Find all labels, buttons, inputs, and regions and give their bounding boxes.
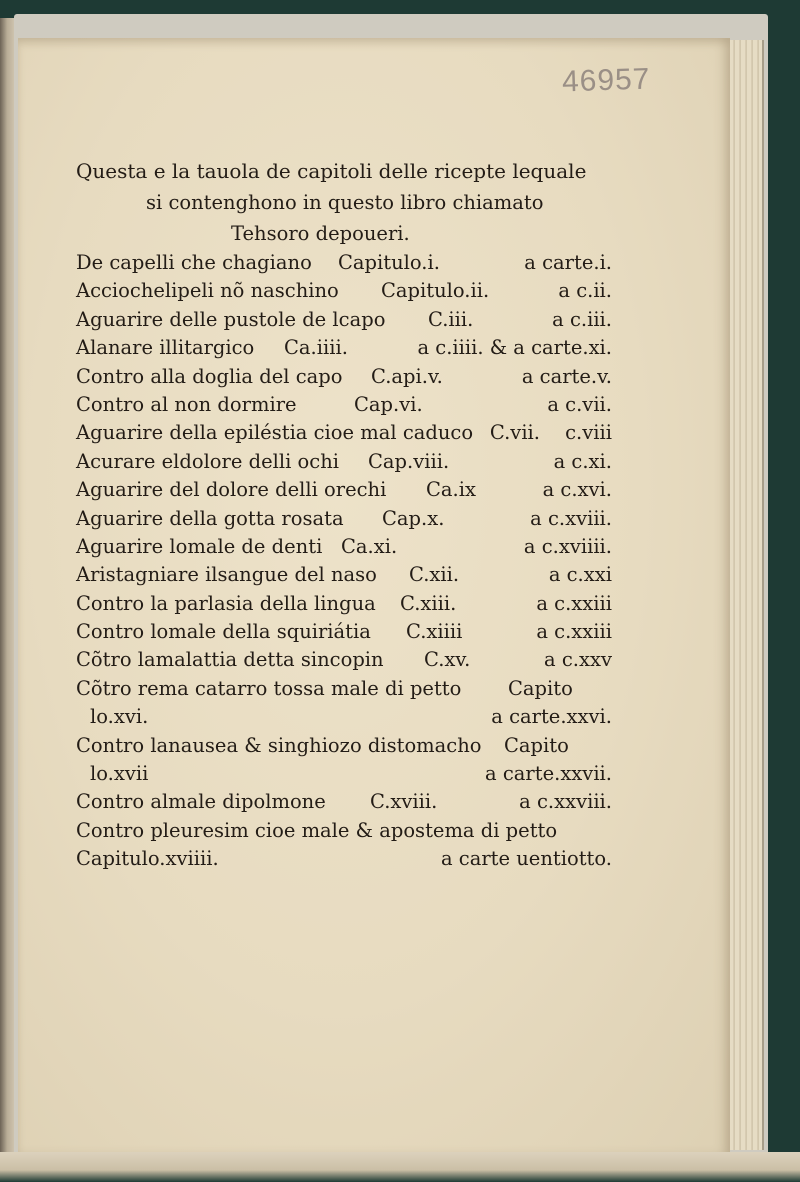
entry-page: a c.iii. <box>552 307 612 331</box>
entry-chapter: Capito <box>504 733 569 757</box>
entry-chapter: Capitulo.i. <box>338 251 440 274</box>
entry-text: Contro pleuresim cioe male & apostema di petto <box>76 818 558 842</box>
entry-page: a c.xxiii <box>536 591 612 615</box>
entry-chapter: Capito <box>508 676 573 700</box>
entry-text: Acurare eldolore delli ochi <box>76 449 339 473</box>
entry-page: a c.xxviii. <box>519 790 612 814</box>
toc-entry <box>76 277 612 305</box>
entry-text: Alanare illitargico <box>76 336 255 360</box>
entry-text: Aguarire lomale de denti <box>76 534 323 558</box>
toc-entry <box>76 561 612 589</box>
entry-text: Contro alla doglia del capo <box>76 364 343 388</box>
heading-line-2: si contenghono in questo libro chiamato <box>146 191 544 214</box>
entry-chapter: Ca.iiii. <box>284 336 348 360</box>
entry-chapter: C.xv. <box>424 648 471 672</box>
entry-page: a c.vii. <box>547 392 612 416</box>
shelfmark: 46957 <box>561 62 651 99</box>
toc-entry <box>76 448 612 476</box>
toc-entry <box>76 533 612 561</box>
entry-text: Contro lomale della squiriátia <box>76 620 371 644</box>
toc-entry <box>76 419 612 447</box>
entry-list <box>76 249 612 874</box>
entry-text: Capitulo.xviiii. <box>76 847 219 871</box>
toc-entry <box>76 505 612 533</box>
entry-chapter: C.xiiii <box>406 620 463 644</box>
entry-chapter: Ca.xi. <box>341 534 398 558</box>
entry-chapter: C.xiii. <box>400 591 457 615</box>
entry-page: a c.xi. <box>553 449 612 473</box>
entry-page: a carte.v. <box>521 364 612 388</box>
entry-page: a c.ii. <box>558 279 612 303</box>
toc-entry <box>76 391 612 419</box>
entry-chapter: Capitulo.ii. <box>381 279 490 303</box>
table-of-contents <box>76 156 612 874</box>
heading-line-1: Questa e la tauola de capitoli delle ricepte lequale <box>76 159 587 183</box>
toc-entry <box>76 590 612 618</box>
entry-chapter: C.xii. <box>409 563 460 587</box>
page-bottom-edge <box>0 1152 800 1182</box>
entry-page: a c.xxv <box>544 648 612 672</box>
entry-text: Aristagniare ilsangue del naso <box>76 563 377 587</box>
entry-text: De capelli che chagiano <box>76 251 312 274</box>
toc-entry <box>76 363 612 391</box>
toc-entry <box>76 249 612 277</box>
entry-text: Aguarire del dolore delli orechi <box>76 478 387 502</box>
entry-text: Cõtro rema catarro tossa male di petto <box>76 676 462 700</box>
entry-text: Acciochelipeli nõ naschino <box>76 279 339 303</box>
toc-entry <box>76 760 612 788</box>
entry-text: lo.xvii <box>90 762 149 786</box>
toc-entry <box>76 788 612 816</box>
toc-entry <box>76 646 612 674</box>
toc-entry <box>76 476 612 504</box>
entry-page: c.viii <box>565 421 612 445</box>
entry-text: Contro lanausea & singhiozo distomacho <box>76 733 482 757</box>
heading-line-3: Tehsoro depoueri. <box>231 222 410 245</box>
toc-entry <box>76 618 612 646</box>
entry-text: Aguarire della epiléstia cioe mal caduco <box>76 421 474 445</box>
entry-chapter: Cap.vi. <box>354 392 423 416</box>
entry-page: a c.xxiii <box>536 620 612 644</box>
entry-page: a c.xvi. <box>542 478 612 502</box>
entry-chapter: C.iii. <box>428 307 474 331</box>
entry-chapter: Ca.ix <box>426 478 476 502</box>
entry-chapter: C.vii. <box>489 421 540 445</box>
toc-entry <box>76 675 596 703</box>
entry-page: a c.xxi <box>548 563 612 587</box>
toc-entry <box>76 703 612 731</box>
entry-page: a c.xviii. <box>530 506 612 530</box>
entry-page: a carte uentiotto. <box>440 847 612 871</box>
entry-page: a c.iiii. & a carte.xi. <box>417 336 612 360</box>
entry-chapter: C.api.v. <box>371 364 443 388</box>
entry-chapter: Cap.x. <box>382 506 445 530</box>
toc-entry <box>76 732 596 760</box>
entry-text: Contro la parlasia della lingua <box>76 591 376 615</box>
entry-text: Cõtro lamalattia detta sincopin <box>76 648 384 672</box>
toc-entry <box>76 334 612 362</box>
entry-page: a carte.xxvi. <box>491 705 612 729</box>
entry-page: a c.xviiii. <box>523 534 612 558</box>
entry-text: Aguarire della gotta rosata <box>76 506 344 530</box>
entry-chapter: C.xviii. <box>370 790 438 814</box>
entry-text: Contro al non dormire <box>76 392 297 416</box>
entry-text: Aguarire delle pustole de lcapo <box>76 307 386 331</box>
toc-entry <box>76 306 612 334</box>
entry-page: a carte.xxvii. <box>485 762 612 786</box>
toc-entry <box>76 845 612 873</box>
entry-text: Contro almale dipolmone <box>76 790 326 814</box>
toc-entry <box>76 817 596 845</box>
entry-text: lo.xvi. <box>90 705 149 729</box>
entry-chapter: Cap.viii. <box>368 449 450 473</box>
entry-page: a carte.i. <box>524 251 612 274</box>
